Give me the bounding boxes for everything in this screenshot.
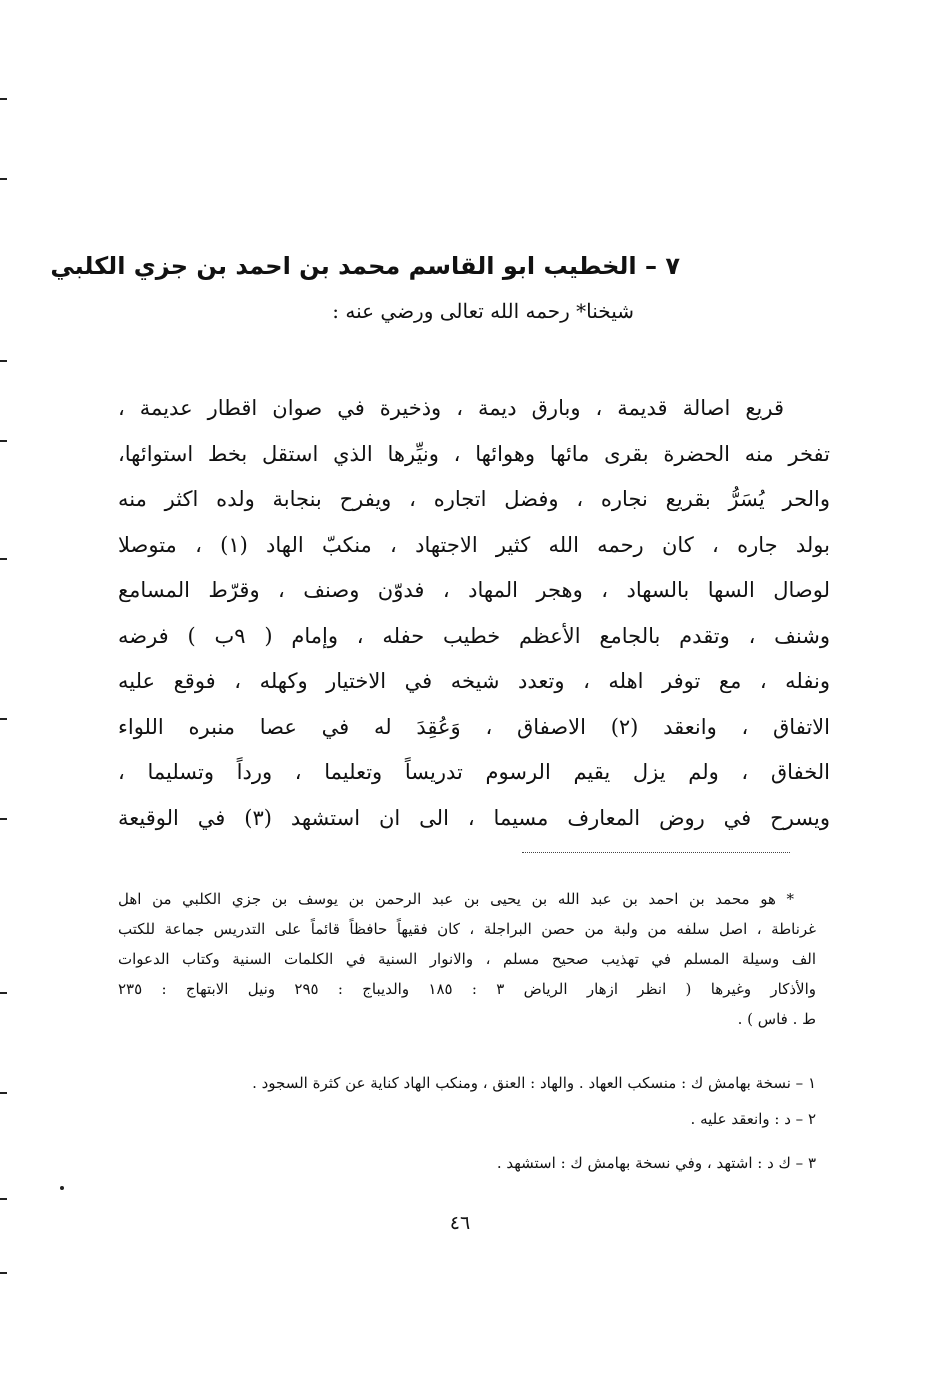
footnote-3: ٣ – ك د : اشتهد ، وفي نسخة بهامش ك : استشهد . <box>496 1154 816 1172</box>
footnote-2: ٢ – د : وانعقد عليه . <box>690 1110 816 1128</box>
body-line: ونفله ، مع توفر اهله ، وتعدد شيخه في الاختيار وكهله ، فوقع عليه <box>118 669 830 693</box>
note-line: والأذكار وغيرها ( انظر ازهار الرياض ٣ : ١٨٥ والديباج : ٢٩٥ ونيل الابتهاج : ٢٣٥ <box>118 980 816 998</box>
body-line: وشنف ، وتقدم بالجامع الأعظم خطيب حفله ، وإمام ( ٩ب ) فرضه <box>118 623 830 648</box>
margin-mark <box>0 98 7 100</box>
margin-mark <box>0 1092 7 1094</box>
page-number: ٤٦ <box>449 1212 471 1234</box>
body-line: ويسرح في روض المعارف مسيما ، الى ان استشهد (٣) في الوقيعة <box>118 805 830 830</box>
body-line: الاتفاق ، وانعقد (٢) الاصفاق ، وَعُقِدَ له في عصا منبره اللواء <box>118 714 830 739</box>
body-line: بولد جاره ، كان رحمه الله كثير الاجتهاد ، منكبّ الهاد (١) ، متوصلا <box>118 532 830 557</box>
margin-mark <box>0 360 7 362</box>
scan-dot <box>60 1186 64 1190</box>
note-line: * هو محمد بن احمد بن عبد الله بن يحيى بن عبد الرحمن بن يوسف بن جزي الكلبي من اهل <box>118 890 794 908</box>
note-line: الف وسيلة المسلم في تهذيب صحيح مسلم ، والانوار السنية في الكلمات السنية وكتاب الدعوات <box>118 950 816 968</box>
body-line: لوصال السها بالسهاد ، وهجر المهاد ، فدوّن وصنف ، وقرّط المسامع <box>118 578 830 602</box>
margin-mark <box>0 1272 7 1274</box>
margin-mark <box>0 1198 7 1200</box>
margin-mark <box>0 440 7 442</box>
margin-mark <box>0 558 7 560</box>
footnote-1: ١ – نسخة بهامش ك : منسكب العهاد . والهاد : العنق ، ومنكب الهاد كناية عن كثرة السجود . <box>252 1074 816 1092</box>
entry-title: ٧ – الخطيب ابو القاسم محمد بن احمد بن جزي الكلبي <box>50 252 680 280</box>
note-line: ط . فاس ) . <box>737 1010 816 1028</box>
margin-mark <box>0 718 7 720</box>
body-line: والحر يُسَرُّ بقريع نجاره ، وفضل اتجاره ، ويفرح بنجابة ولده اكثر منه <box>118 487 830 511</box>
note-line: غرناطة ، اصل سلفه من ولبة من حصن البراجلة ، كان فقيهاً حافظاً قائماً على التدريس جماعة للكتب <box>118 920 816 938</box>
body-line: قريع اصالة قديمة ، وبارق ديمة ، وذخيرة في صوان اقطار عديمة ، <box>118 396 784 420</box>
entry-subtitle: شيخنا* رحمه الله تعالى ورضي عنه : <box>332 299 634 323</box>
biography-note <box>118 884 816 1034</box>
margin-mark <box>0 178 7 180</box>
footnote-separator <box>522 852 790 853</box>
body-line: تفخر منه الحضرة بقرى مائها وهوائها ، ونيِّرها الذي استقل بخط استوائها، <box>118 441 830 466</box>
margin-mark <box>0 818 7 820</box>
body-line: الخفاق ، ولم يزل يقيم الرسوم تدريساً وتعليما ، ورداً وتسليما ، <box>118 760 830 784</box>
body-text <box>118 386 830 841</box>
margin-mark <box>0 992 7 994</box>
